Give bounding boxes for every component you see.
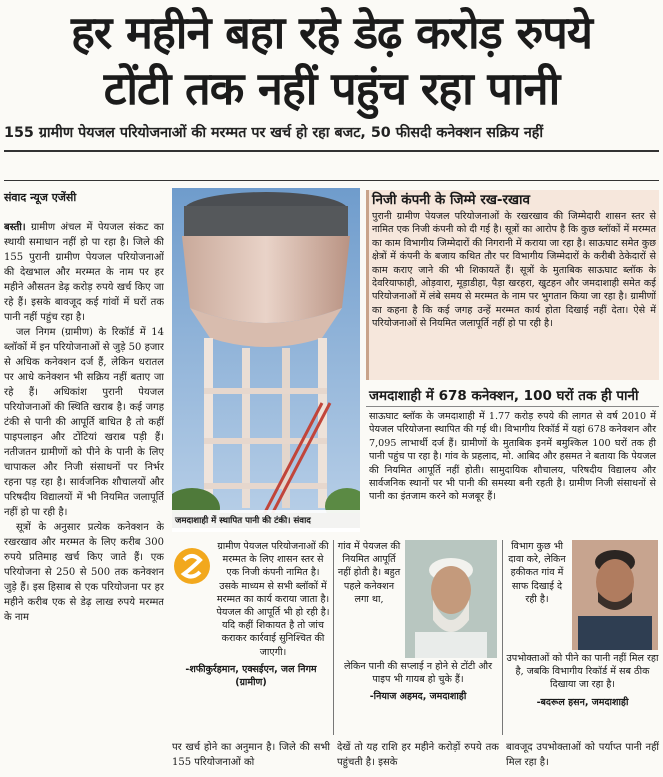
- column-divider: [502, 540, 503, 735]
- article-continuation: बावजूद उपभोक्ताओं को पर्याप्त पानी नहीं मिल रहा है।: [506, 742, 659, 768]
- quote-resident-niyaz: [337, 540, 499, 704]
- sidebar-box-jamdashahi: [366, 386, 659, 534]
- logo-icon: [172, 546, 212, 586]
- paragraph-2: जल निगम (ग्रामीण) के रिकॉर्ड में 14 ब्लॉकों में इन परियोजनाओं से जुड़े 50 हजार से अधिक कनेक्शन दर्ज हैं, लेकिन धरातल पर आधे कनेक्शन भी सक्रिय नहीं बताए जा रहे हैं। अधिकांश पुरानी पेयजल परियोजनाओं की स्थिति खराब है। कई जगह टंकी से पानी की आपूर्ति बाधित है तो कहीं पाइपलाइन और टोंटियां खराब पड़ी हैं। नतीजतन ग्रामीणों को पीने के पानी के लिए चापाकल और निजी संसाधनों पर निर्भर रहना पड़ रहा है। सार्वजनिक शौचालयों और परिषदीय विद्यालयों में भी नियमित जलापूर्ति नहीं हो पा रही है।: [4, 327, 164, 518]
- photo-caption: जमदाशाही में स्थापित पानी की टंकी। संवाद: [172, 510, 360, 532]
- byline: संवाद न्यूज एजेंसी: [4, 191, 77, 204]
- quote-signature: -नियाज अहमद, जमदाशाही: [369, 691, 467, 703]
- sidebar-box-maintenance: [366, 190, 659, 380]
- paragraph-1: [4, 220, 164, 325]
- article-continuation: पर खर्च होने का अनुमान है। जिले की सभी 155 परियोजनाओं को: [172, 742, 330, 768]
- divider: [4, 150, 659, 152]
- headline-line1: हर महीने बहा रहे डेढ़ करोड़ रुपये: [71, 6, 592, 59]
- paragraph-text: ग्रामीण अंचल में पेयजल संकट का स्थायी समाधान नहीं हो पा रहा है। जिले की 155 पुरानी ग्रामीण पेयजल परियोजनाओं की देखभाल और मरम्मत के नाम पर हर महीने औसतन डेढ़ करोड़ रुपये खर्च किए जा रहे हैं। इसके बावजूद कई गांवों में घरों तक पानी नहीं पहुंच रहा है।: [4, 222, 164, 323]
- quote-text: विभाग कुछ भी दावा करे, लेकिन हकीकत गांव में साफ दिखाई दे रही है।: [508, 541, 566, 605]
- quote-text-continued: उपभोक्ताओं को पीने का पानी नहीं मिल रहा है, जबकि विभागीय रिकॉर्ड में सब ठीक दिखाया जा रहा है।: [506, 653, 659, 691]
- water-tank-illustration: [172, 188, 360, 528]
- column-divider: [333, 540, 334, 735]
- box-title: जमदाशाही में 678 कनेक्शन, 100 घरों तक ही पानी: [366, 386, 659, 407]
- quote-resident-badrul: [506, 540, 659, 709]
- left-column-article: [4, 220, 164, 772]
- quote-signature: -बदरूल हसन, जमदाशाही: [536, 696, 629, 708]
- quote-official: [172, 540, 330, 689]
- box-body: साऊघाट ब्लॉक के जमदाशाही में 1.77 करोड़ रुपये की लागत से वर्ष 2010 में पेयजल परियोजना स्थापित की गई थी। विभागीय रिकॉर्ड में यहां 678 कनेक्शन और 7,095 लाभार्थी दर्ज हैं। ग्रामीणों के मुताबिक इनमें बमुश्किल 100 घरों तक ही पानी पहुंच पा रहा है। गांव के प्रहलाद, मो. आबिद और हसमत ने बताया कि पेयजल की नियमित आपूर्ति नहीं होती। सामुदायिक शौचालय, परिषदीय विद्यालय और सार्वजनिक स्थानों पर भी पानी की समस्या बनी रहती है। ग्रामीण निजी संसाधनों से पानी का इंतजाम करने को मजबूर हैं।: [369, 411, 656, 503]
- quote-text: ग्रामीण पेयजल परियोजनाओं की मरम्मत के लिए शासन स्तर से एक निजी कंपनी नामित है। उसके माध्यम से सभी ब्लॉकों में मरम्मत का कार्य कराया जाता है। पेयजल की आपूर्ति भी हो रही है। यदि कहीं शिकायत है तो जांच कराकर कार्रवाई सुनिश्चित की जाएगी।: [216, 541, 330, 658]
- dateline: बस्ती।: [4, 222, 26, 233]
- resident-photo: [572, 540, 658, 650]
- divider: [4, 180, 659, 181]
- paragraph-3: सूत्रों के अनुसार प्रत्येक कनेक्शन के रखरखाव और मरम्मत के लिए करीब 300 रुपये प्रतिमाह खर्च किए जाते हैं। एक परियोजना से 250 से 500 तक कनेक्शन जुड़े हैं। इस हिसाब से एक परियोजना पर हर महीने करीब एक से डेढ़ लाख रुपये मरम्मत के नाम: [4, 522, 164, 623]
- article-continuation: देखें तो यह राशि हर महीने करोड़ों रुपये तक पहुंचती है। इसके: [337, 742, 499, 768]
- box-title: निजी कंपनी के जिम्मे रख-रखाव: [372, 192, 531, 208]
- headline-line2: टोंटी तक नहीं पहुंच रहा पानी: [103, 62, 560, 115]
- water-tank-photo: [172, 188, 360, 528]
- quote-text: गांव में पेयजल की नियमित आपूर्ति नहीं होती है। बहुत पहले कनेक्शन लगा था,: [337, 541, 401, 605]
- quote-signature: -शफीकुर्रहमान, एक्सईएन, जल निगम (ग्रामीण): [185, 663, 317, 689]
- box-body: पुरानी ग्रामीण पेयजल परियोजनाओं के रखरखाव की जिम्मेदारी शासन स्तर से नामित एक निजी कंपनी को दी गई है। सूत्रों का आरोप है कि कुछ ब्लॉकों में मरम्मत का काम विभागीय जिम्मेदारों की निगरानी में कराया जा रहा है। साऊघाट समेत कुछ क्षेत्रों में कंपनी के बजाय कथित तौर पर विभागीय जिम्मेदारों के करीबी ठेकेदारों से काम कराए जाने की भी शिकायतें हैं। सूत्रों के मुताबिक साऊघाट ब्लॉक के देवरियाफाही, ओड़वारा, मूड़ाडीहा, पैड़ा खरहरा, खुटहन और जमदाशाही समेत कई परियोजनाओं में लंबे समय से मरम्मत के नाम पर भुगतान किया जा रहा है। ग्रामीणों का कहना है कि कई जगह उन्हें मरम्मत कार्य होता दिखाई नहीं देता। ऐसे में परियोजनाओं से नियमित जलापूर्ति नहीं हो पा रही है।: [372, 211, 656, 330]
- resident-photo: [405, 540, 497, 658]
- quote-text-continued: लेकिन पानी की सप्लाई न होने से टोंटी और पाइप भी गायब हो चुके हैं।: [343, 661, 493, 686]
- subheadline: 155 ग्रामीण पेयजल परियोजनाओं की मरम्मत पर खर्च हो रहा बजट, 50 फीसदी कनेक्शन सक्रिय नहीं: [4, 125, 544, 141]
